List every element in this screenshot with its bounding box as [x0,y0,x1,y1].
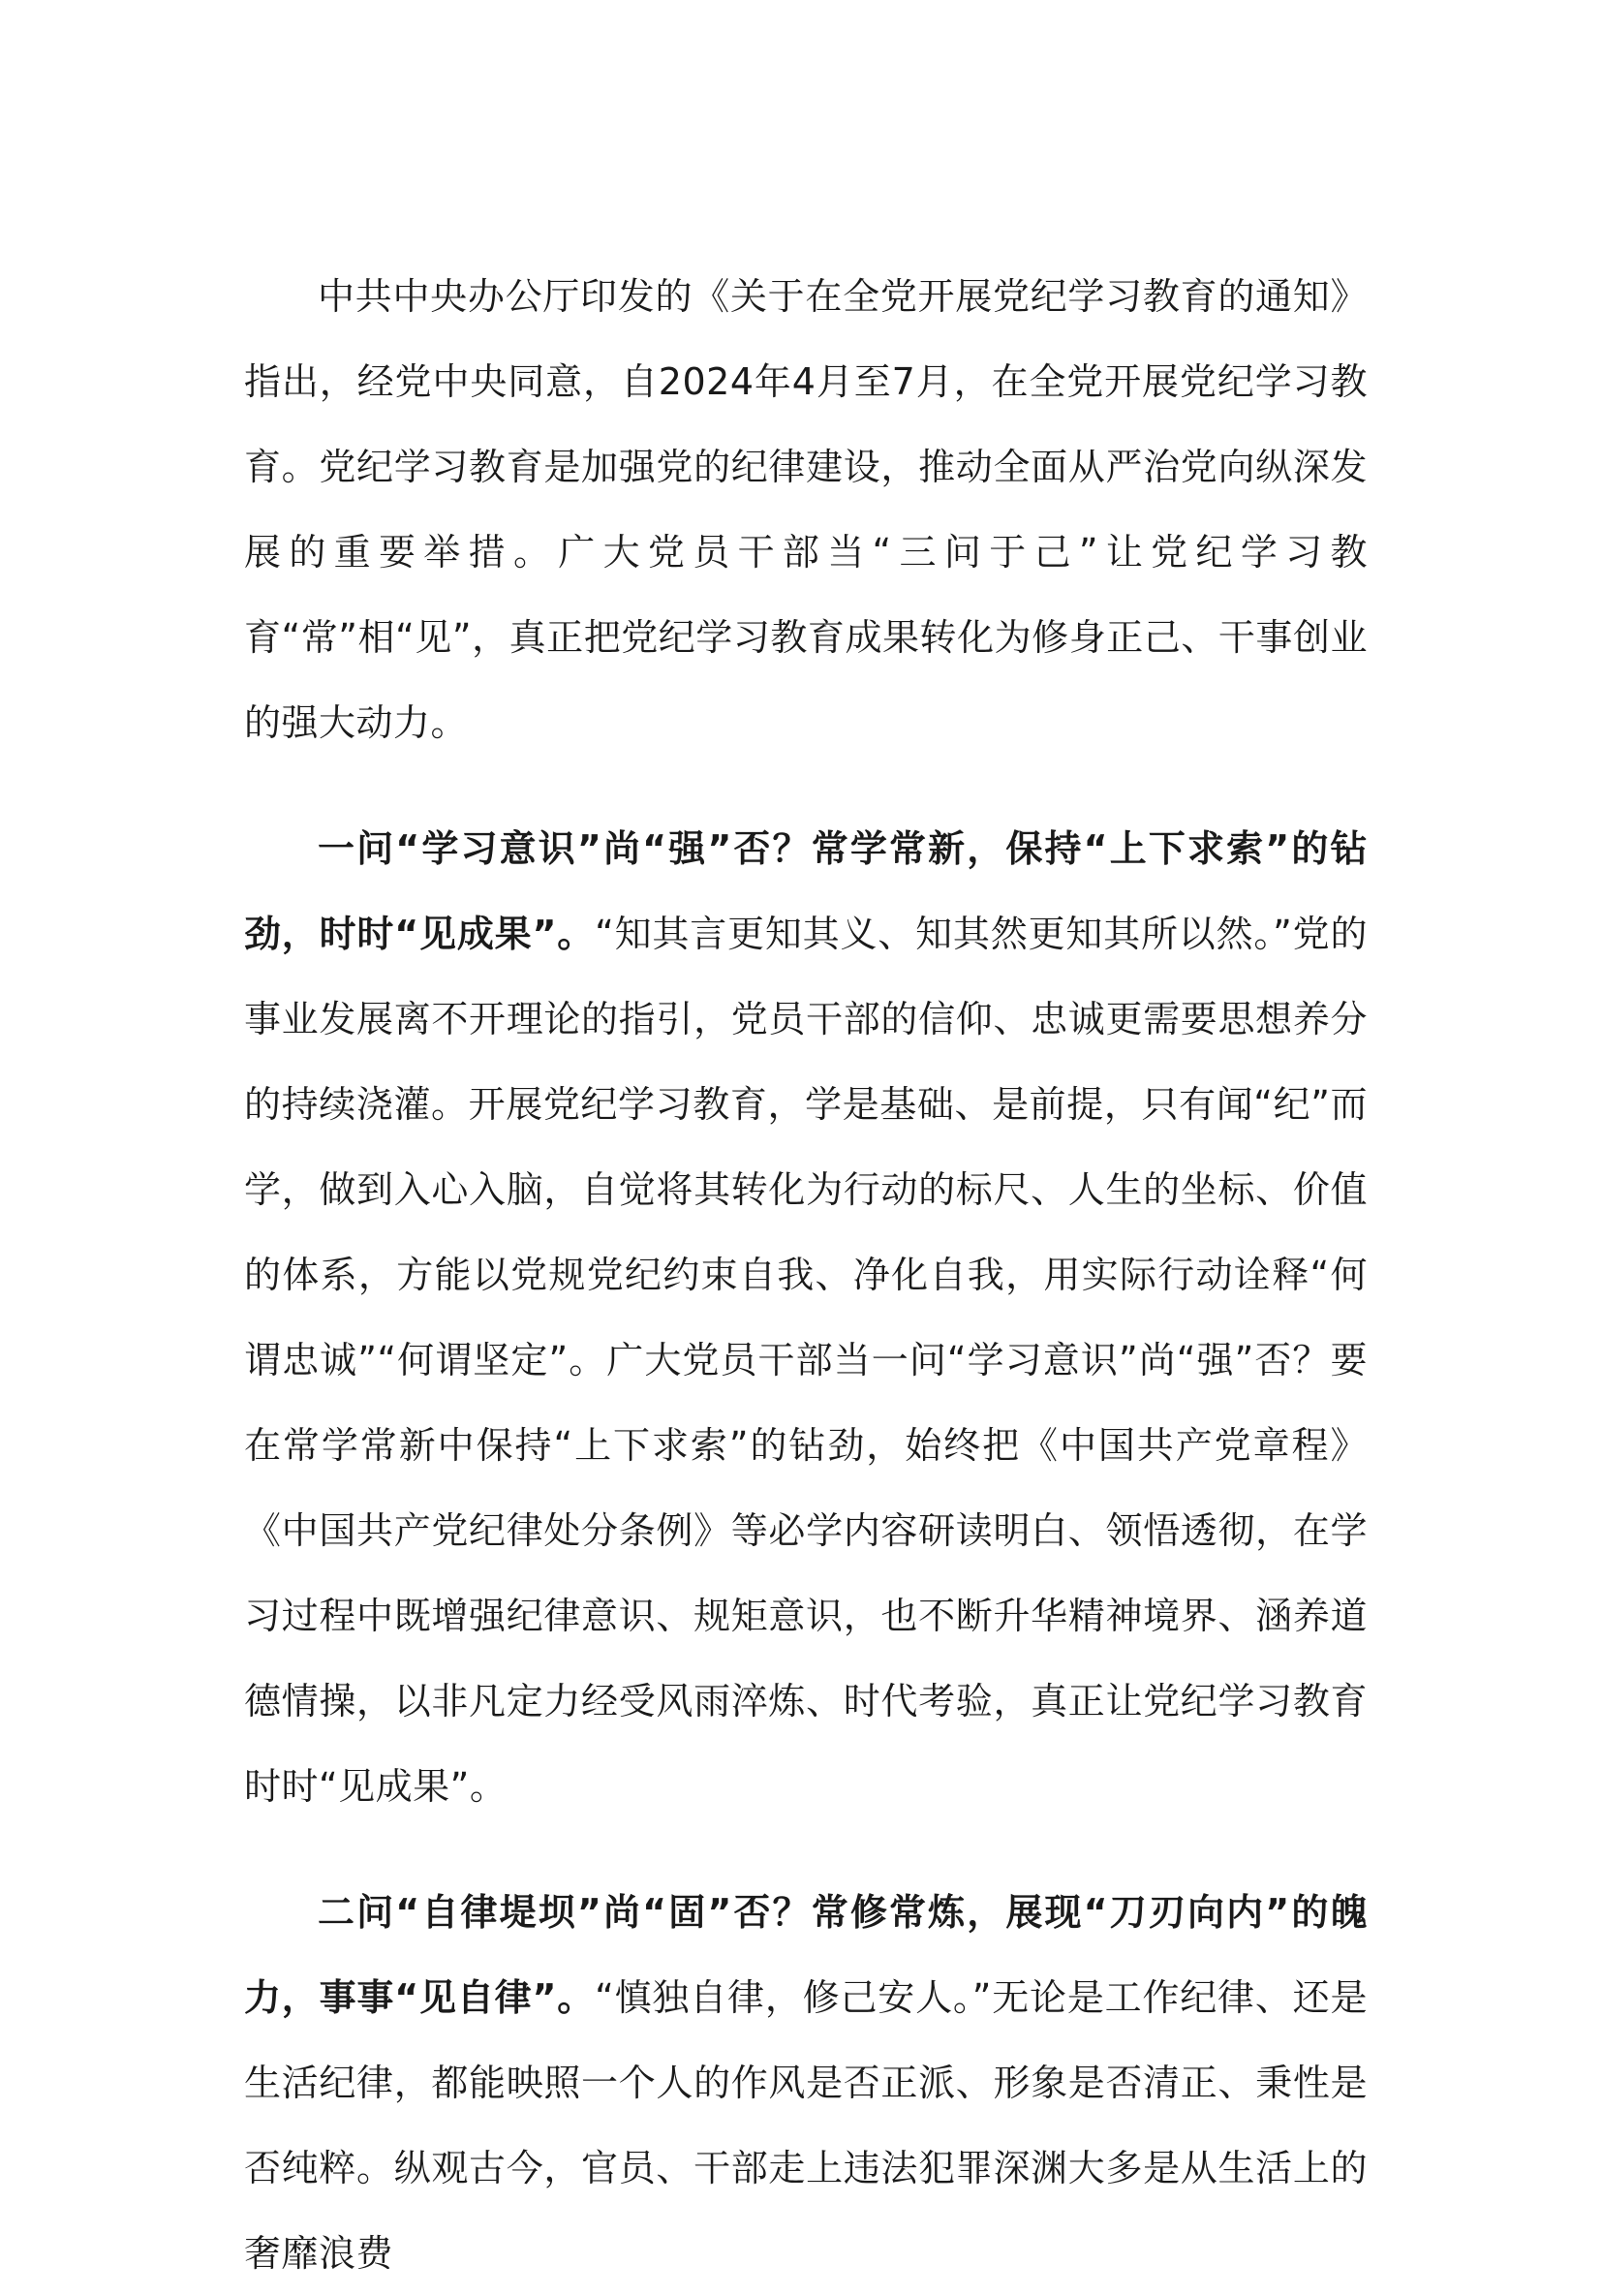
paragraph-question-one [244,806,1368,1829]
paragraph-heading: 二问“自律堤坝”尚“固”否？常修常炼，展现“刀刃向内”的魄力，事事“见自律”。 [244,1891,1368,2019]
paragraph-body: “知其言更知其义、知其然更知其所以然。”党的事业发展离不开理论的指引，党员干部的信仰、忠诚更需要思想养分的持续浇灌。开展党纪学习教育，学是基础、是前提，只有闻“纪”而学，做到入心入脑，自觉将其转化为行动的标尺、人生的坐标、价值的体系，方能以党规党纪约束自我、净化自我，用实际行动诠释“何谓忠诚”“何谓坚定”。广大党员干部当一问“学习意识”尚“强”否？要在常学常新中保持“上下求索”的钻劲，始终把《中国共产党章程》《中国共产党纪律处分条例》等必学内容研读明白、领悟透彻，在学习过程中既增强纪律意识、规矩意识，也不断升华精神境界、涵养道德情操，以非凡定力经受风雨淬炼、时代考验，真正让党纪学习教育时时“见成果”。 [244,913,1368,1808]
paragraph-question-two [244,1870,1368,2296]
paragraph-body: “慎独自律，修己安人。”无论是工作纪律、还是生活纪律，都能映照一个人的作风是否正派、形象是否清正、秉性是否纯粹。纵观古今，官员、干部走上违法犯罪深渊大多是从生活上的奢靡浪费 [244,1976,1368,2275]
paragraph-body: 中共中央办公厅印发的《关于在全党开展党纪学习教育的通知》指出，经党中央同意，自2024年4月至7月，在全党开展党纪学习教育。党纪学习教育是加强党的纪律建设，推动全面从严治党向纵深发展的重要举措。广大党员干部当“三问于己”让党纪学习教育“常”相“见”，真正把党纪学习教育成果转化为修身正己、干事创业的强大动力。 [244,275,1368,744]
paragraph-heading: 一问“学习意识”尚“强”否？常学常新，保持“上下求索”的钻劲，时时“见成果”。 [244,827,1368,955]
document-page [244,254,1368,2296]
paragraph-intro [244,254,1368,765]
